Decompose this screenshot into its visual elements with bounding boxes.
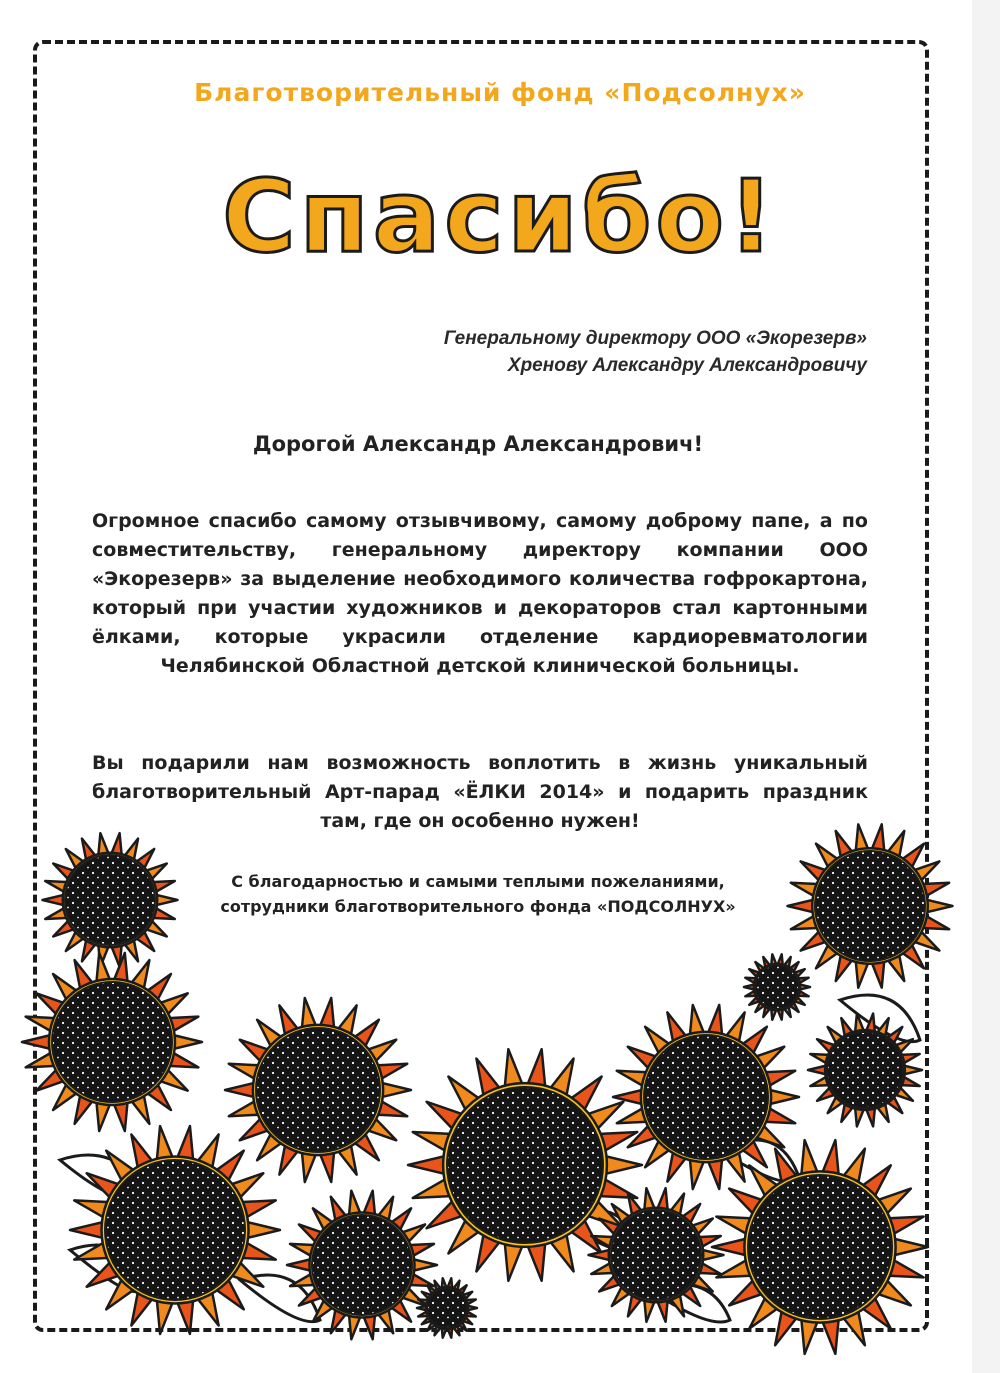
thanks-title: Спасибо! [222, 158, 778, 275]
body-paragraph-2: Вы подарили нам возможность воплотить в жизнь уникальный благотворительный Арт-парад «ЁЛКИ 2014» и подарить праздник там, где он особенно нужен! [92, 752, 868, 832]
foundation-name: Благотворительный фонд «Подсолнух» [194, 78, 806, 107]
greeting: Дорогой Александр Александрович! [252, 432, 704, 456]
addressee-position: Генеральному директору ООО «Экорезерв» [443, 328, 867, 349]
body-paragraph-1: Огромное спасибо самому отзывчивому, самому доброму папе, а по совместительству, генеральному директору компании ООО «Экорезерв» за выделение необходимого количества гофрокартона, который при участии художников и декораторов стал картонными ёлками, которые украсили отделение кардиоревматологии Челябинской Областной детской клинической больницы. [92, 510, 868, 677]
addressee-block [444, 325, 867, 379]
signature-block [0, 869, 956, 919]
signature-line-2: сотрудники благотворительного фонда «ПОДСОЛНУХ» [220, 897, 736, 916]
addressee-name: Хренову Александру Александровичу [507, 355, 867, 376]
signature-line-1: С благодарностью и самыми теплыми пожеланиями, [231, 872, 725, 891]
